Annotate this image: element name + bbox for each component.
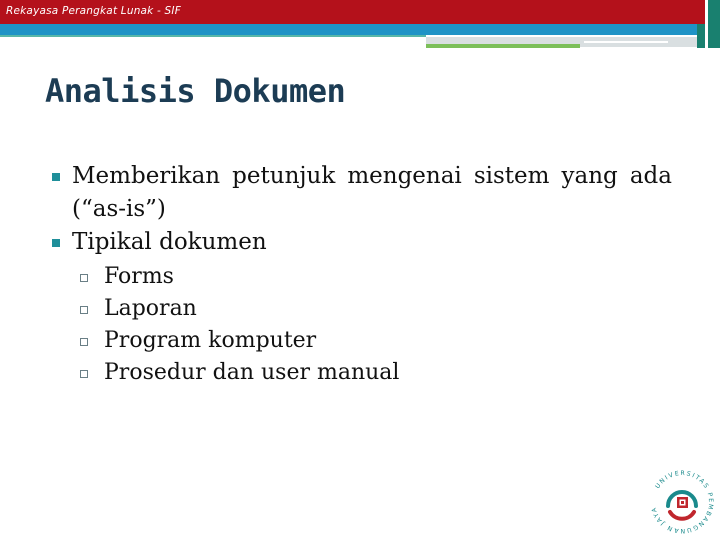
sub-bullet-text: Laporan (104, 296, 197, 321)
svg-text:UNIVERSITAS PEMBANGUNAN JAYA: UNIVERSITAS PEMBANGUNAN JAYA (650, 469, 715, 535)
bullet-item (52, 226, 672, 259)
hollow-square-bullet-icon (80, 338, 88, 346)
slide-title: Analisis Dokumen (45, 72, 346, 110)
hollow-square-bullet-icon (80, 370, 88, 378)
sub-bullet-list (52, 261, 672, 389)
header-accent-red (697, 0, 705, 24)
header-accent-stripe (705, 0, 708, 48)
header-blue-rule (0, 24, 697, 35)
bullet-item (52, 160, 672, 226)
course-label: Rekayasa Perangkat Lunak - SIF (6, 5, 181, 17)
hollow-square-bullet-icon (80, 306, 88, 314)
header-white-bar (584, 41, 668, 43)
square-bullet-icon (52, 239, 60, 247)
bullet-text: Memberikan petunjuk mengenai sistem yang ada (“as-is”) (72, 163, 672, 222)
sub-bullet-text: Program komputer (104, 328, 317, 353)
header-green-bar (426, 44, 580, 48)
university-logo-icon (646, 466, 718, 538)
header-band (0, 0, 697, 24)
hollow-square-bullet-icon (80, 274, 88, 282)
slide-body (52, 160, 672, 389)
sub-bullet-item (52, 325, 672, 357)
sub-bullet-text: Forms (104, 264, 174, 289)
sub-bullet-item (52, 357, 672, 389)
header-teal-rule (0, 35, 426, 37)
sub-bullet-item (52, 293, 672, 325)
square-bullet-icon (52, 173, 60, 181)
bullet-text: Tipikal dokumen (72, 229, 267, 255)
sub-bullet-item (52, 261, 672, 293)
sub-bullet-text: Prosedur dan user manual (104, 360, 400, 385)
